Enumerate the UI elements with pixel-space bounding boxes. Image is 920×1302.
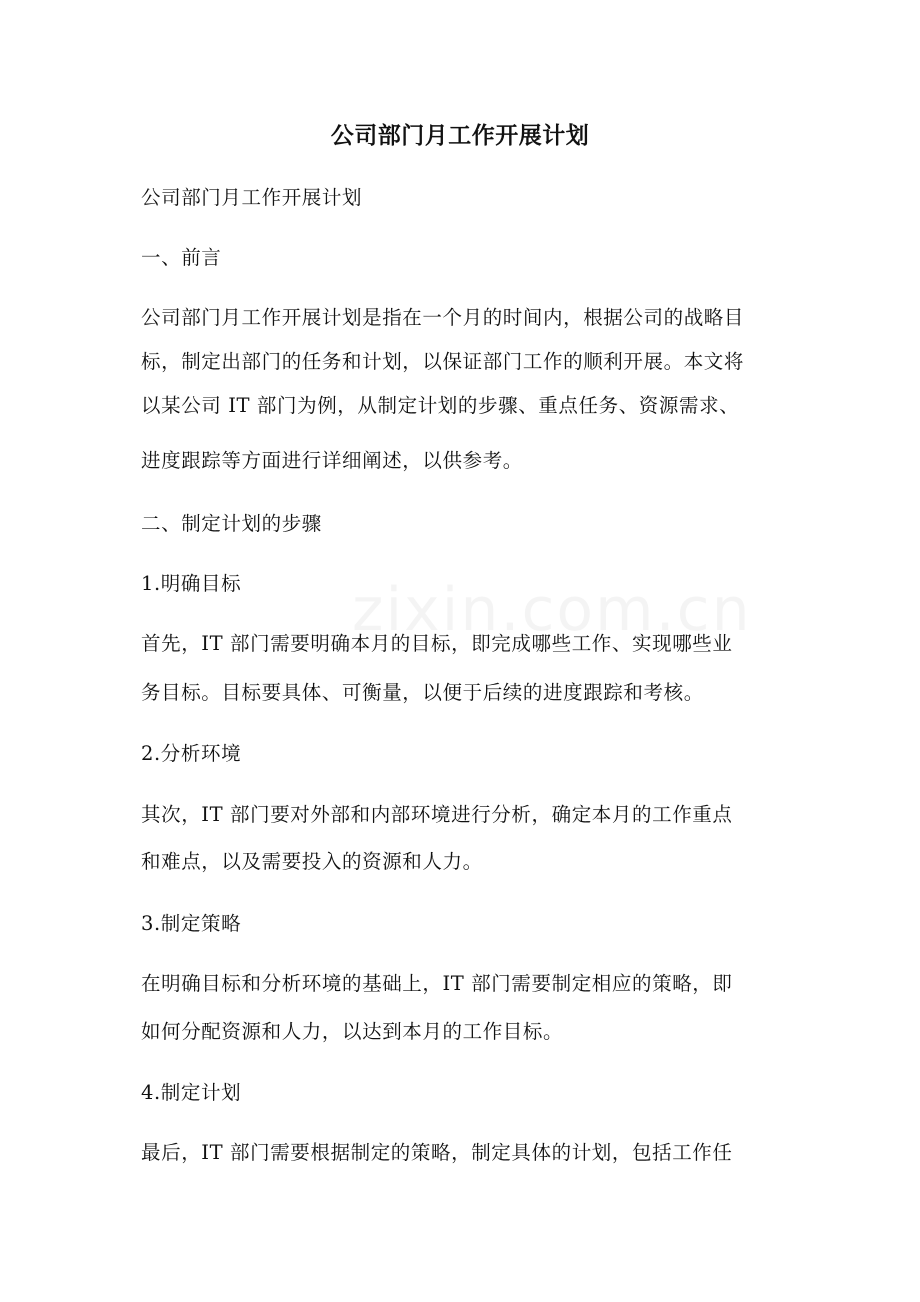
step1-heading: 1.明确目标 [141,572,242,595]
step2-paragraph-line: 其次，IT 部门要对外部和内部环境进行分析，确定本月的工作重点 [141,803,733,826]
document-title: 公司部门月工作开展计划 [330,122,590,149]
preface-paragraph-line: 进度跟踪等方面进行详细阐述，以供参考。 [141,449,523,472]
step3-paragraph-line: 如何分配资源和人力，以达到本月的工作目标。 [141,1020,564,1043]
step1-paragraph-line: 务目标。目标要具体、可衡量，以便于后续的进度跟踪和考核。 [141,681,704,704]
step1-paragraph-line: 首先，IT 部门需要明确本月的目标，即完成哪些工作、实现哪些业 [141,632,733,655]
step3-paragraph-line: 在明确目标和分析环境的基础上，IT 部门需要制定相应的策略，即 [141,972,733,995]
step3-heading: 3.制定策略 [141,912,242,935]
step2-paragraph-line: 和难点，以及需要投入的资源和人力。 [141,850,483,873]
preface-paragraph-line: 标，制定出部门的任务和计划，以保证部门工作的顺利开展。本文将 [141,350,745,373]
step4-paragraph-line: 最后，IT 部门需要根据制定的策略，制定具体的计划，包括工作任 [141,1141,733,1164]
preface-paragraph-line: 公司部门月工作开展计划是指在一个月的时间内，根据公司的战略目 [141,306,745,329]
preface-heading: 一、前言 [141,246,222,269]
preface-paragraph-line: 以某公司 IT 部门为例，从制定计划的步骤、重点任务、资源需求、 [141,394,740,417]
steps-heading: 二、制定计划的步骤 [141,512,322,535]
step4-heading: 4.制定计划 [141,1081,242,1104]
document-subtitle: 公司部门月工作开展计划 [141,186,363,209]
step2-heading: 2.分析环境 [141,742,242,765]
